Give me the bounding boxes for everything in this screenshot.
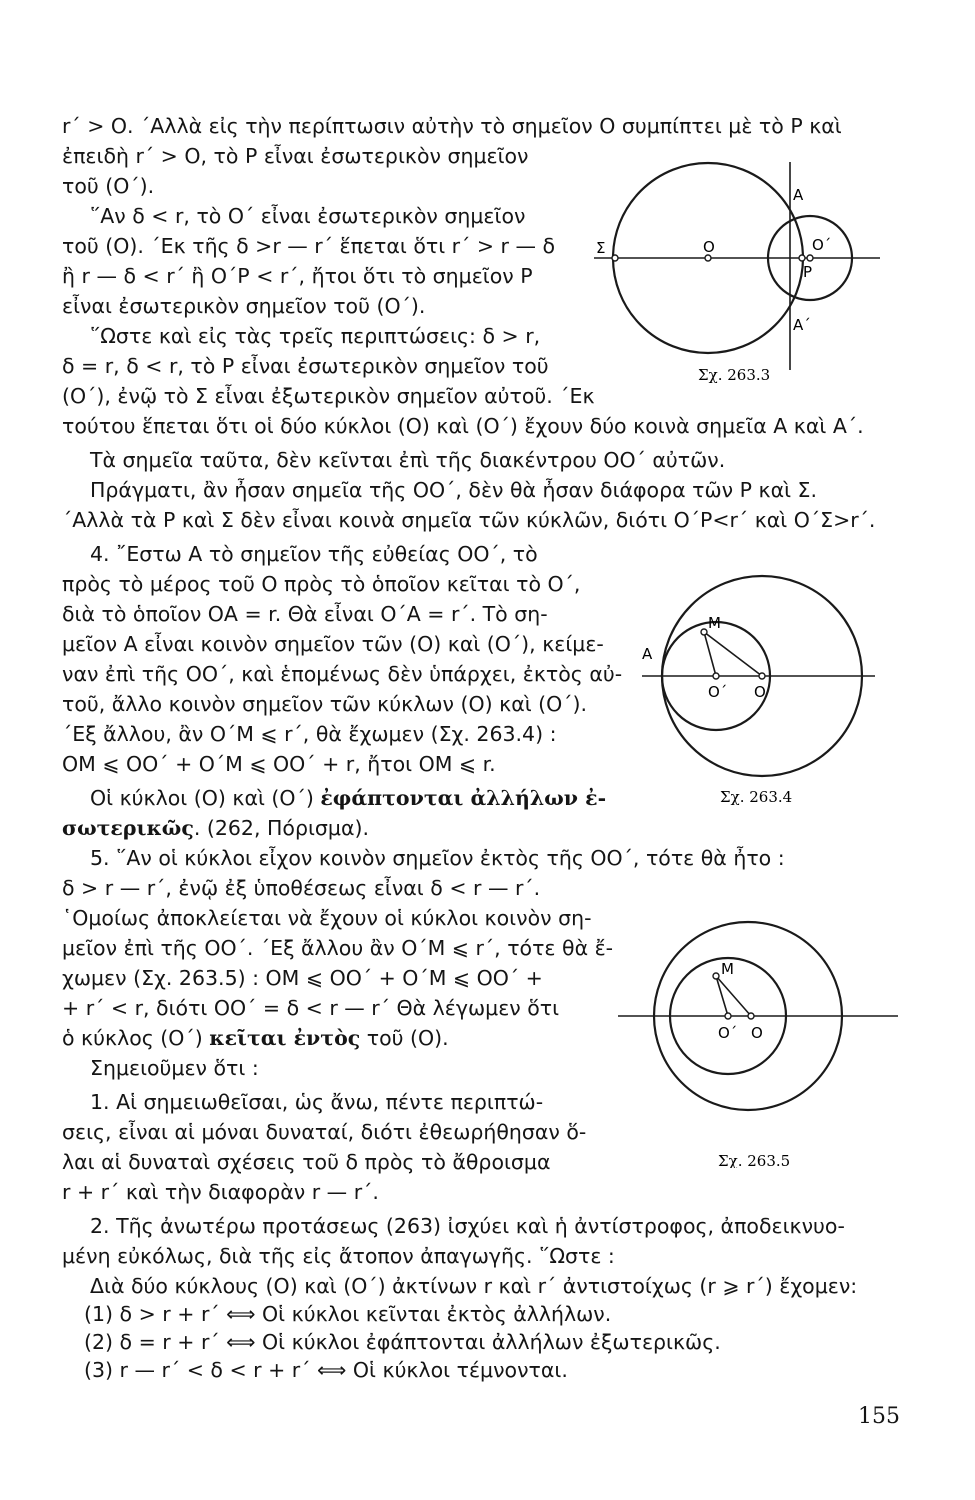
label-o-prime: Ο΄: [718, 1024, 738, 1042]
label-o: Ο: [754, 683, 766, 701]
text-line: ῞Αν δ < r, τὸ Ο΄ εἶναι ἐσωτερικὸν σημεῖον: [90, 204, 526, 228]
label-a-prime: Α΄: [793, 316, 811, 334]
label-o-prime: Ο΄: [708, 683, 728, 701]
point-o: [748, 1013, 754, 1019]
text-span: . (262, Πόρισμα).: [193, 816, 369, 840]
figure-263-4: [630, 572, 910, 812]
text-line: + r΄ < r, διότι ΟΟ΄ = δ < r — r΄ Θὰ λέγωμεν ὅτι: [62, 996, 560, 1020]
text-span: ὁ κύκλος (Ο΄): [62, 1026, 210, 1050]
point-m: [701, 629, 707, 635]
text-line: [62, 814, 369, 842]
text-line: εἶναι ἐσωτερικὸν σημεῖον τοῦ (Ο΄).: [62, 294, 426, 318]
text-line: τοῦ, ἄλλο κοινὸν σημεῖον τῶν κύκλων (Ο) καὶ (Ο΄).: [62, 692, 588, 716]
label-m: Μ: [708, 614, 721, 632]
text-line: ῞Ωστε καὶ εἰς τὰς τρεῖς περιπτώσεις: δ > r,: [90, 324, 541, 348]
text-line: (1) δ > r + r΄ ⟺ Οἱ κύκλοι κεῖνται ἐκτὸς ἀλλήλων.: [84, 1302, 612, 1326]
label-o-prime: Ο΄: [812, 236, 832, 254]
point-m: [713, 973, 719, 979]
label-o: Ο: [703, 238, 715, 256]
text-line: ἢ r — δ < r΄ ἢ Ο΄Ρ < r΄, ἤτοι ὅτι τὸ σημεῖον Ρ: [62, 264, 533, 288]
text-line: r΄ > Ο. ΄Αλλὰ εἰς τὴν περίπτωσιν αὐτὴν τὸ σημεῖον Ο συμπίπτει μὲ τὸ Ρ καὶ: [62, 114, 842, 138]
text-line: ναν ἐπὶ τῆς ΟΟ΄, καὶ ἑπομένως δὲν ὑπάρχει, ἐκτὸς αὐ-: [62, 662, 623, 686]
text-line: σεις, εἶναι αἱ μόναι δυναταί, διότι ἐθεωρήθησαν ὅ-: [62, 1120, 587, 1144]
text-line: πρὸς τὸ μέρος τοῦ Ο πρὸς τὸ ὁποῖον κεῖται τὸ Ο΄,: [62, 572, 581, 596]
text-span: Οἱ κύκλοι (Ο) καὶ (Ο΄): [90, 786, 321, 810]
text-line: [62, 1024, 449, 1052]
text-line: (Ο΄), ἐνῷ τὸ Σ εἶναι ἐξωτερικὸν σημεῖον αὐτοῦ. ΄Εκ: [62, 384, 595, 408]
text-line: ῾Ομοίως ἀποκλείεται νὰ ἔχουν οἱ κύκλοι κοινὸν ση-: [62, 906, 592, 930]
label-a: Α: [793, 186, 804, 204]
text-line: 4. ῎Εστω Α τὸ σημεῖον τῆς εὐθείας ΟΟ΄, τὸ: [90, 542, 538, 566]
point-p: [799, 255, 805, 261]
bold-term: σωτερικῶς: [62, 816, 194, 840]
label-m: Μ: [721, 960, 734, 978]
point-o-prime: [713, 673, 719, 679]
text-line: τούτου ἕπεται ὅτι οἱ δύο κύκλοι (Ο) καὶ (Ο΄) ἔχουν δύο κοινὰ σημεῖα Α καὶ Α΄.: [62, 414, 864, 438]
text-line: διὰ τὸ ὁποῖον ΟΑ = r. Θὰ εἶναι Ο΄Α = r΄. Τὸ ση-: [62, 602, 548, 626]
text-line: 2. Τῆς ἀνωτέρω προτάσεως (263) ἰσχύει καὶ ἡ ἀντίστροφος, ἀποδεικνυο-: [90, 1214, 845, 1238]
text-line: Σημειοῦμεν ὅτι :: [90, 1056, 259, 1080]
text-line: Πράγματι, ἂν ἦσαν σημεῖα τῆς ΟΟ΄, δὲν θὰ ἦσαν διάφορα τῶν Ρ καὶ Σ.: [90, 478, 817, 502]
text-line: (3) r — r΄ < δ < r + r΄ ⟺ Οἱ κύκλοι τέμνονται.: [84, 1358, 568, 1382]
text-line: τοῦ (Ο΄).: [62, 174, 155, 198]
point-o: [759, 673, 765, 679]
bold-term: κεῖται ἐντὸς: [209, 1026, 361, 1050]
label-sigma: Σ: [596, 239, 606, 257]
figure-caption: Σχ. 263.5: [718, 1152, 791, 1168]
figure-263-5: [618, 908, 908, 1168]
label-a: Α: [642, 645, 653, 663]
text-line: Διὰ δύο κύκλους (Ο) καὶ (Ο΄) ἀκτίνων r καὶ r΄ ἀντιστοίχως (r ⩾ r΄) ἔχομεν:: [90, 1274, 858, 1298]
text-line: δ > r — r΄, ἐνῷ ἐξ ὑποθέσεως εἶναι δ < r — r΄.: [62, 876, 541, 900]
text-line: r + r΄ καὶ τὴν διαφορὰν r — r΄.: [62, 1180, 379, 1204]
bold-term: ἐφάπτονται ἀλλήλων ἐ-: [320, 786, 607, 810]
text-line: (2) δ = r + r΄ ⟺ Οἱ κύκλοι ἐφάπτονται ἀλλήλων ἐξωτερικῶς.: [84, 1330, 721, 1354]
figure-263-3: [580, 150, 900, 390]
point-o-prime: [725, 1013, 731, 1019]
text-line: ἐπειδὴ r΄ > Ο, τὸ Ρ εἶναι ἐσωτερικὸν σημεῖον: [62, 144, 529, 168]
text-line: [90, 784, 606, 812]
text-line: 1. Αἱ σημειωθεῖσαι, ὡς ἄνω, πέντε περιπτώ-: [90, 1090, 544, 1114]
text-line: ΟΜ ⩽ ΟΟ΄ + Ο΄Μ ⩽ ΟΟ΄ + r, ἤτοι ΟΜ ⩽ r.: [62, 752, 496, 776]
text-line: ΄Αλλὰ τὰ Ρ καὶ Σ δὲν εἶναι κοινὰ σημεῖα τῶν κύκλῶν, διότι Ο΄Ρ<r΄ καὶ Ο΄Σ>r΄.: [62, 508, 876, 532]
segment-o-prime-m: [704, 632, 716, 676]
label-p: Ρ: [803, 263, 813, 281]
text-line: 5. ῞Αν οἱ κύκλοι εἶχον κοινὸν σημεῖον ἐκτὸς τῆς ΟΟ΄, τότε θὰ ἦτο :: [90, 846, 785, 870]
text-line: λαι αἱ δυναταὶ σχέσεις τοῦ δ πρὸς τὸ ἄθροισμα: [62, 1150, 551, 1174]
text-line: τοῦ (Ο). ΄Εκ τῆς δ >r — r΄ ἕπεται ὅτι r΄ > r — δ: [62, 234, 556, 258]
point-sigma: [612, 255, 618, 261]
point-o-prime: [807, 255, 813, 261]
text-line: μεῖον Α εἶναι κοινὸν σημεῖον τῶν (Ο) καὶ (Ο΄), κείμε-: [62, 632, 604, 656]
text-line: ΄Εξ ἄλλου, ἂν Ο΄Μ ⩽ r΄, θὰ ἔχωμεν (Σχ. 263.4) :: [62, 722, 557, 746]
page-number: 155: [858, 1404, 900, 1429]
figure-caption: Σχ. 263.3: [698, 366, 771, 384]
segment-o-m: [704, 632, 762, 676]
text-line: Τὰ σημεῖα ταῦτα, δὲν κεῖνται ἐπὶ τῆς διακέντρου ΟΟ΄ αὐτῶν.: [90, 448, 726, 472]
text-line: μένη εὐκόλως, διὰ τῆς εἰς ἄτοπον ἀπαγωγῆς. ῞Ωστε :: [62, 1244, 615, 1268]
figure-caption: Σχ. 263.4: [720, 788, 793, 806]
text-span: τοῦ (Ο).: [360, 1026, 449, 1050]
text-line: χωμεν (Σχ. 263.5) : ΟΜ ⩽ ΟΟ΄ + Ο΄Μ ⩽ ΟΟ΄ +: [62, 966, 543, 990]
text-line: δ = r, δ < r, τὸ Ρ εἶναι ἐσωτερικὸν σημεῖον τοῦ: [62, 354, 549, 378]
label-o: Ο: [751, 1024, 763, 1042]
text-line: μεῖον ἐπὶ τῆς ΟΟ΄. ΄Εξ ἄλλου ἂν Ο΄Μ ⩽ r΄, τότε θὰ ἔ-: [62, 936, 614, 960]
